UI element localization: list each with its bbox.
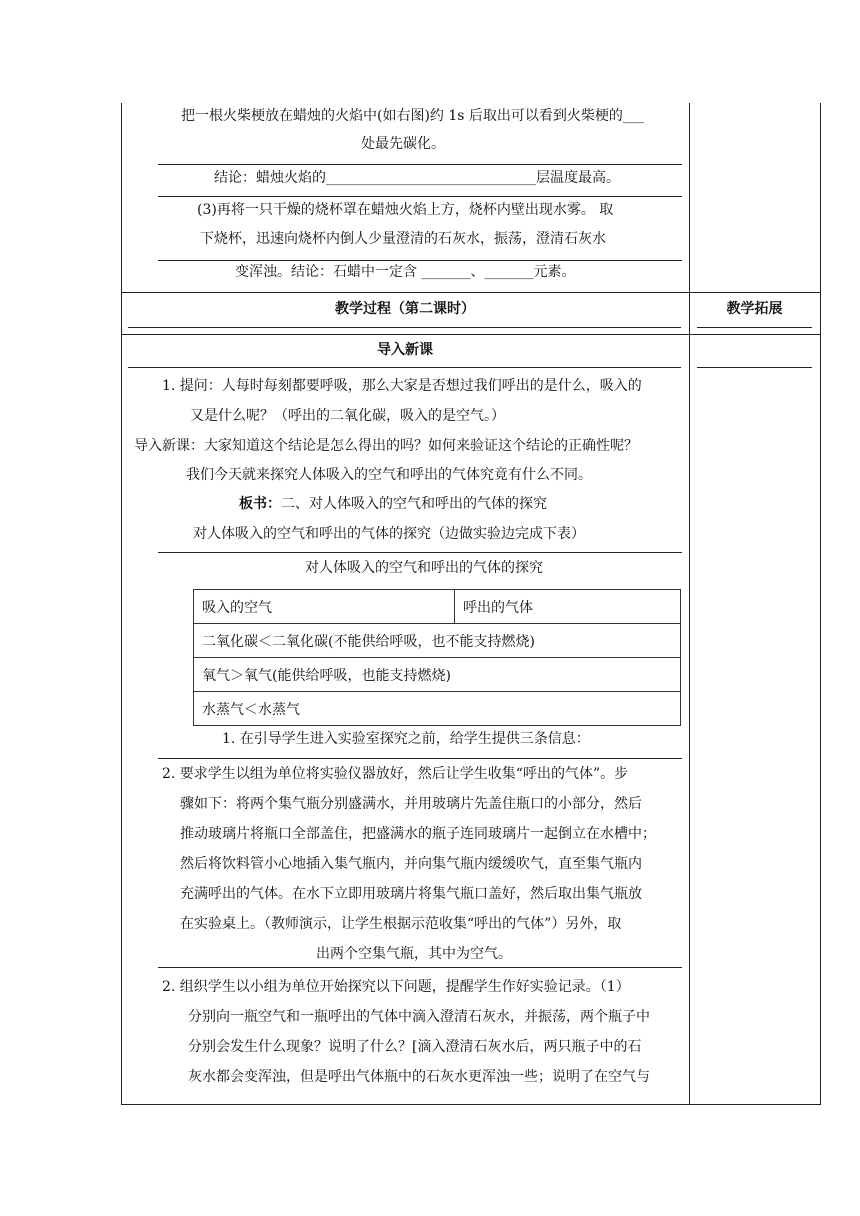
row-co2: 二氧化碳＜二氧化碳(不能供给呼吸，也不能支持燃烧): [194, 624, 681, 658]
table-caption: 对人体吸入的空气和呼出的气体的探究: [305, 560, 543, 576]
intro-title: 导入新课: [377, 342, 433, 358]
table-row: [194, 658, 681, 692]
header-inhaled: 吸入的空气: [194, 590, 455, 624]
step3-line: 分别向一瓶空气和一瓶呼出的气体中滴入澄清石灰水，并振荡，两个瓶子中: [188, 1009, 650, 1025]
step2-line: 在实验桌上。（教师演示，让学生根据示范收集“呼出的气体”）另外，取: [180, 916, 622, 932]
top-line-1: 把一根火柴梗放在蜡烛的火焰中(如右图)约 1s 后取出可以看到火柴梗的___: [181, 108, 644, 124]
table-row: [194, 590, 681, 624]
intro-line-b: 我们今天就来探究人体吸入的空气和呼出的气体究竟有什么不同。: [186, 467, 592, 483]
board-line: [239, 494, 547, 514]
row-vapor: 水蒸气＜水蒸气: [194, 692, 681, 726]
question-1b: 又是什么呢？（呼出的二氧化碳，吸入的是空气。）: [190, 408, 505, 424]
underline: [158, 164, 682, 165]
board-text: 二、对人体吸入的空气和呼出的气体的探究: [281, 496, 547, 512]
table-row: [194, 692, 681, 726]
step2-line: 推动玻璃片将瓶口全部盖住，把盛满水的瓶子连同玻璃片一起倒立在水槽中；: [180, 826, 656, 842]
underline: [697, 367, 812, 368]
explore-line: 对人体吸入的空气和呼出的气体的探究（边做实验边完成下表）: [193, 526, 585, 542]
process-title: 教学过程（第二课时）: [335, 301, 475, 317]
comparison-table: [193, 589, 681, 726]
table-divider: [689, 103, 690, 1104]
step3-line: 2. 组织学生以小组为单位开始探究以下问题，提醒学生作好实验记录。（1）: [162, 979, 630, 995]
section-divider-2: [121, 334, 821, 335]
top-line-3: 结论：蜡烛火焰的______________________________层温度最高。: [214, 170, 620, 186]
top-line-2: 处最先碳化。: [361, 136, 445, 152]
underline: [158, 552, 682, 553]
board-label: 板书：: [239, 496, 281, 512]
table-left-border: [121, 103, 122, 1104]
step3-line: 灰水都会变浑浊，但是呼出气体瓶中的石灰水更浑浊一些；说明了在空气与: [188, 1069, 650, 1085]
underline: [697, 327, 812, 328]
top-line-5: 下烧杯，迅速向烧杯内倒人少量澄清的石灰水，振荡，澄清石灰水: [200, 231, 606, 247]
step2-line: 充满呼出的气体。在水下立即用玻璃片将集气瓶口盖好，然后取出集气瓶放: [180, 886, 642, 902]
underline: [128, 327, 681, 328]
underline: [128, 367, 681, 368]
step-1: 1. 在引导学生进入实验室探究之前，给学生提供三条信息：: [222, 731, 590, 747]
table-bottom-border: [121, 1104, 821, 1105]
intro-line-a: 导入新课：大家知道这个结论是怎么得出的吗？如何来验证这个结论的正确性呢？: [134, 438, 638, 454]
step2-line: 然后将饮料管小心地插入集气瓶内，并向集气瓶内缓缓吹气，直至集气瓶内: [180, 856, 642, 872]
underline: [158, 260, 682, 261]
row-o2: 氧气＞氧气(能供给呼吸，也能支持燃烧): [194, 658, 681, 692]
step2-line: 骤如下：将两个集气瓶分别盛满水，并用玻璃片先盖住瓶口的小部分，然后: [180, 796, 642, 812]
step2-line: 2. 要求学生以组为单位将实验仪器放好，然后让学生收集“呼出的气体”。步: [162, 766, 629, 782]
underline: [158, 758, 682, 759]
step2-line: 出两个空集气瓶，其中为空气。: [316, 946, 512, 962]
step3-line: 分别会发生什么现象？说明了什么？[滴入澄清石灰水后，两只瓶子中的石: [188, 1039, 642, 1055]
section-divider: [121, 292, 821, 293]
header-exhaled: 呼出的气体: [455, 590, 681, 624]
top-line-6: 变浑浊。结论：石蜡中一定含 _______、_______元素。: [235, 264, 576, 280]
question-1a: 1. 提问：人每时每刻都要呼吸，那么大家是否想过我们呼出的是什么，吸入的: [162, 378, 642, 394]
table-right-border: [820, 103, 821, 1104]
underline: [158, 196, 682, 197]
extension-title: 教学拓展: [726, 301, 783, 317]
table-row: [194, 624, 681, 658]
top-line-4: (3)再将一只干燥的烧杯罩在蜡烛火焰上方，烧杯内壁出现水雾。 取: [197, 202, 614, 218]
underline: [158, 967, 682, 968]
